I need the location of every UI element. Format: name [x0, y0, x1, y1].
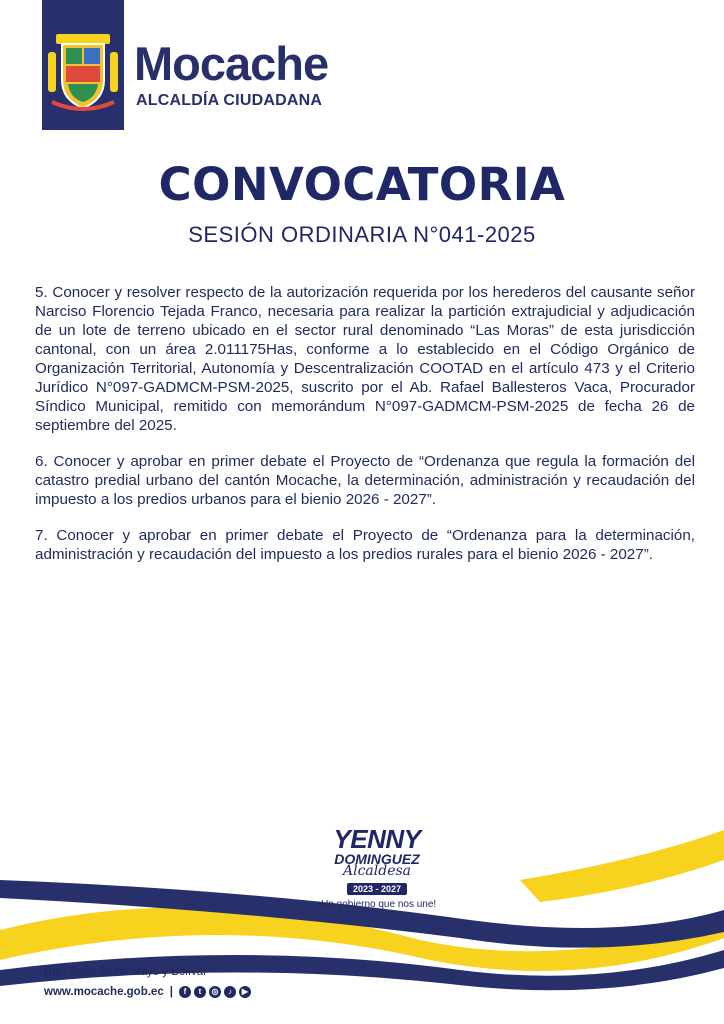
mayor-signature-logo — [302, 826, 452, 910]
page-title: CONVOCATORIA — [158, 158, 566, 211]
address-label: Dir.: — [44, 966, 67, 978]
agenda-list — [35, 283, 695, 581]
instagram-icon[interactable]: ◎ — [209, 986, 221, 998]
address-text: Calle 28 de Mayo y Bolívar — [69, 966, 208, 978]
signature-surname: DOMINGUEZ — [334, 851, 420, 867]
signature-period: 2023 - 2027 — [347, 883, 407, 895]
header-band — [42, 0, 124, 130]
youtube-icon[interactable]: ▶ — [239, 986, 251, 998]
facebook-icon[interactable]: f — [179, 986, 191, 998]
session-subtitle: SESIÓN ORDINARIA N°041-2025 — [188, 222, 536, 247]
signature-slogan: ¡Un gobierno que nos une! — [317, 899, 437, 911]
tiktok-icon[interactable]: ♪ — [224, 986, 236, 998]
municipal-crest-icon — [42, 24, 124, 112]
website-link[interactable]: www.mocache.gob.ec — [44, 986, 164, 998]
signature-role: Alcaldesa — [342, 863, 412, 880]
agenda-item: 5. Conocer y resolver respecto de la autorización requerida por los herederos del causante señor Narciso Florencio Tejada Franco, necesaria para realizar la partición extrajudicial y adjudicación de un lote de terreno ubicado en el sector rural denominado “Las Moras” de esta jurisdicción cantonal, con un área 2.011175Has, conforme a lo establecido en el Código Orgánico de Organización Territorial, Autonomía y Descentralización COOTAD en el artículo 473 y el Criterio Jurídico N°097-GADMCM-PSM-2025, suscrito por el Ab. Rafael Ballesteros Vaca, Procurador Síndico Municipal, remitido con memorándum N°097-GADMCM-PSM-2025 de fecha 26 de septiembre del 2025. — [35, 284, 695, 434]
brand-subtitle: ALCALDÍA CIUDADANA — [136, 92, 323, 109]
agenda-item: 6. Conocer y aprobar en primer debate el Proyecto de “Ordenanza que regula la formación del catastro predial urbano del cantón Mocache, la determinación, administración y recaudación del impuesto a los predios urbanos para el bienio 2026 - 2027”. — [35, 453, 695, 508]
twitter-icon[interactable]: t — [194, 986, 206, 998]
signature-name: YENNY — [333, 824, 421, 854]
agenda-item: 7. Conocer y aprobar en primer debate el Proyecto de “Ordenanza para la determinación, administración y recaudación del impuesto a los predios rurales para el bienio 2026 - 2027”. — [35, 527, 695, 563]
separator: | — [169, 986, 173, 998]
footer-website-row — [44, 986, 251, 998]
brand-name: Mocache — [134, 37, 329, 90]
footer-address — [44, 966, 207, 978]
